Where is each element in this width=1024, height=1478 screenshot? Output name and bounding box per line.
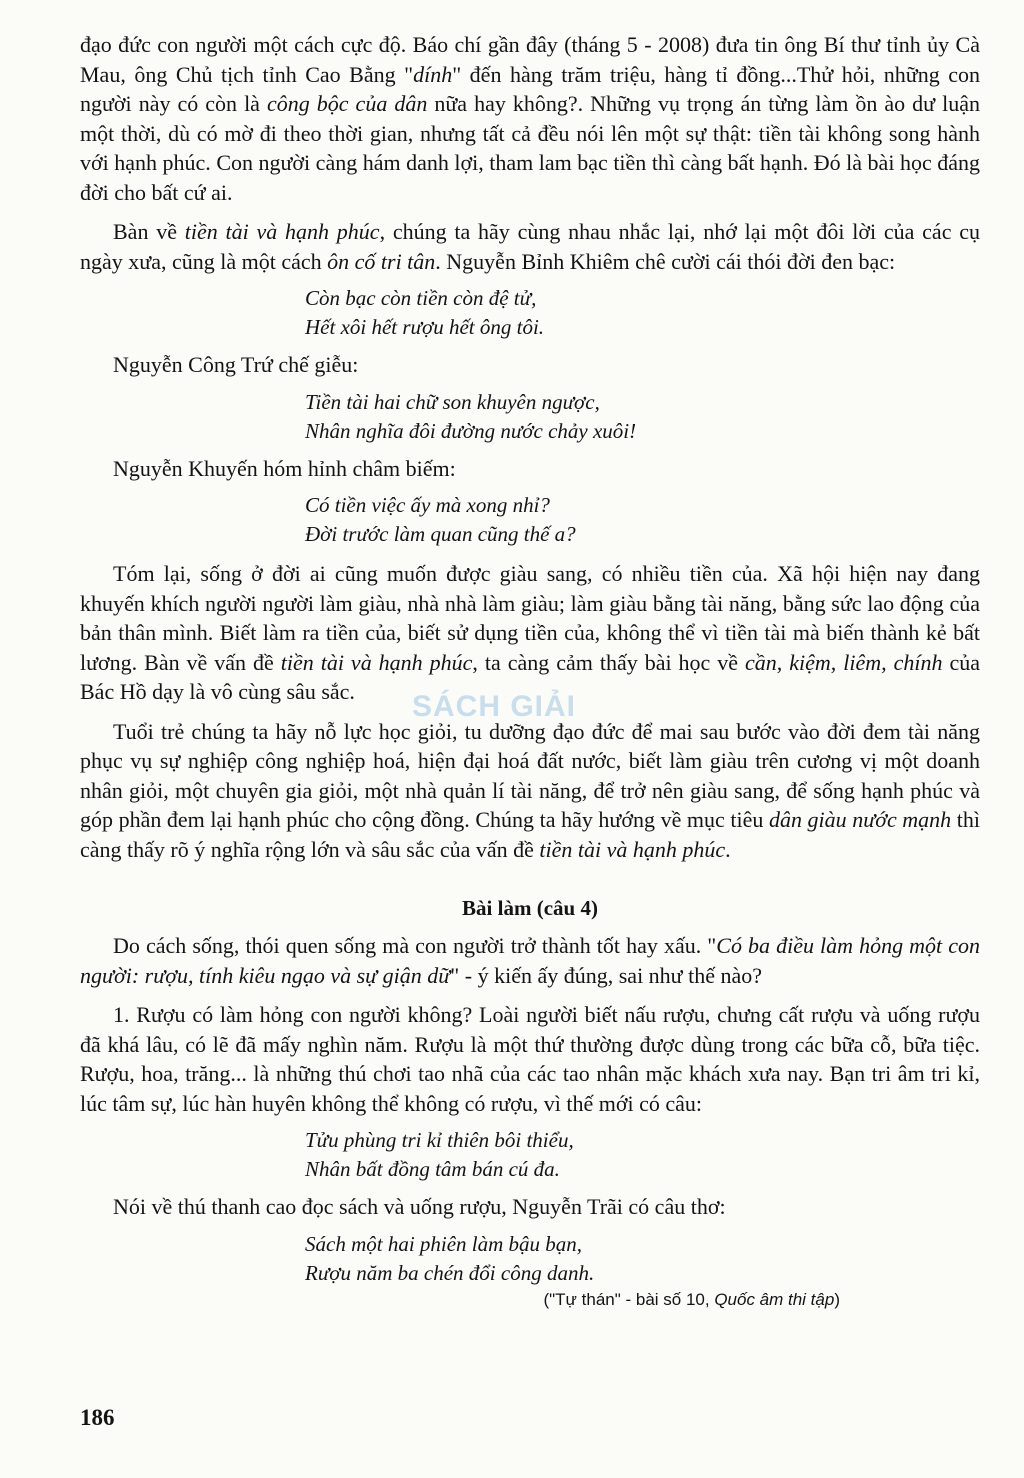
text-run: Do cách sống, thói quen sống mà con người trở thành tốt hay xấu. "	[113, 933, 717, 958]
watermark-logo: SÁCH GIẢI	[412, 690, 577, 723]
poem-intro: Nguyễn Công Trứ chế giễu:	[113, 352, 359, 377]
text-run: , chúng ta hãy cùng nhau nhắc lại, nhớ lại một đôi lời của các cụ ngày xưa, cũng là một cách	[80, 219, 980, 274]
text-run: Tóm lại, sống ở đời ai cũng muốn được giàu sang, có nhiều tiền của. Xã hội hiện nay đang khuyến khích người người làm giàu, nhà nhà làm giàu; làm giàu bằng tài năng, bằng sức lao động của bản thân mình. Biết làm ra tiền của, biết sử dụng tiền của, không thể vì tiền tài mà biến thành kẻ bất lương. Bàn về vấn đề	[80, 561, 980, 675]
poem-line: Nhân nghĩa đôi đường nước chảy xuôi!	[305, 418, 637, 443]
poem-line: Còn bạc còn tiền còn đệ tử,	[305, 286, 537, 310]
poem-intro: Nói về thú thanh cao đọc sách và uống rượu, Nguyễn Trãi có câu thơ:	[113, 1194, 726, 1219]
poem-han-viet	[305, 1126, 980, 1184]
poem-line: Tiền tài hai chữ son khuyên ngược,	[305, 389, 600, 414]
text-run: .	[725, 836, 731, 862]
poem-line: Tửu phùng tri kỉ thiên bôi thiểu,	[305, 1128, 574, 1152]
poem-nguyen-trai	[305, 1230, 980, 1288]
poem-line: Có tiền việc ấy mà xong nhỉ?	[305, 493, 550, 517]
poem-line: Sách một hai phiên làm bậu bạn,	[305, 1231, 583, 1256]
paragraph-3	[80, 559, 980, 707]
paragraph-5	[80, 931, 980, 990]
italic-run: dính	[413, 61, 453, 87]
section-heading: Bài làm (câu 4)	[462, 896, 598, 920]
italic-run: ôn cố tri tân	[327, 248, 436, 274]
italic-run: tiền tài và hạnh phúc	[280, 649, 473, 675]
poem-nguyen-khuyen	[305, 491, 980, 549]
poem-source-citation	[80, 1290, 980, 1310]
page-number: 186	[80, 1405, 115, 1430]
text-run: đạo đức con người một cách cực độ. Báo chí gần đây (tháng 5 - 2008) đưa tin ông Bí thư tỉnh ủy Cà Mau, ông Chủ tịch tỉnh Cao Bằng "	[80, 32, 980, 87]
paragraph-4	[80, 717, 980, 865]
poem-line: Rượu năm ba chén đổi công danh.	[305, 1260, 595, 1285]
paragraph-6: 1. Rượu có làm hỏng con người không? Loài người biết nấu rượu, chưng cất rượu và uống rượu đã khá lâu, có lẽ đã mấy nghìn năm. Rượu là một thứ thường được dùng trong các bữa cỗ, bữa tiệc. Rượu, hoa, trăng... là những thú chơi tao nhã của các tao nhân mặc khách xưa nay. Bạn tri âm tri kỉ, lúc tâm sự, lúc hàn huyên không thể không có rượu, vì thế mới có câu:	[80, 1002, 980, 1116]
italic-run: Có ba điều làm hỏng một con người: rượu, tính kiêu ngạo và sự giận dữ	[80, 933, 980, 988]
paragraph-1	[80, 30, 980, 207]
text-run: Bàn về	[113, 219, 185, 244]
poem-line: Nhân bất đồng tâm bán cú đa.	[305, 1157, 560, 1181]
italic-run: tiền tài và hạnh phúc	[539, 836, 726, 862]
italic-run: cần, kiệm, liêm, chính	[745, 649, 943, 675]
text-run: của Bác Hồ dạy là vô cùng sâu sắc.	[80, 649, 980, 704]
poem-line: Đời trước làm quan cũng thế a?	[305, 522, 576, 546]
text-run: )	[834, 1289, 840, 1309]
text-run: " đến hàng trăm triệu, hàng tỉ đồng...Thử hỏi, những con người này có còn là	[80, 61, 980, 116]
italic-run: công bộc của dân	[266, 91, 428, 116]
text-run: " - ý kiến ấy đúng, sai như thế nào?	[450, 962, 763, 988]
page-body	[80, 30, 980, 1310]
poem-nguyen-cong-tru	[305, 388, 980, 446]
poem-nguyen-binh-khiem	[305, 284, 980, 342]
text-run: nữa hay không?. Những vụ trọng án từng làm ồn ào dư luận một thời, dù có mờ đi theo thời gian, nhưng tất cả đều nói lên một sự thật: tiền tài không song hành với hạnh phúc. Con người càng hám danh lợi, tham lam bạc tiền thì càng bất hạnh. Đó là bài học đáng đời cho bất cứ ai.	[80, 91, 980, 205]
poem-line: Hết xôi hết rượu hết ông tôi.	[305, 315, 545, 339]
italic-run: tiền tài và hạnh phúc	[184, 219, 380, 244]
paragraph-2	[80, 217, 980, 276]
italic-run: dân giàu nước mạnh	[768, 807, 952, 832]
poem-intro: Nguyễn Khuyến hóm hỉnh châm biếm:	[113, 455, 456, 481]
text-run: ("Tự thán" - bài số 10,	[543, 1289, 715, 1309]
text-run: . Nguyễn Bỉnh Khiêm chê cười cái thói đời đen bạc:	[435, 248, 896, 274]
text-run: Tuổi trẻ chúng ta hãy nỗ lực học giỏi, tu dưỡng đạo đức để mai sau bước vào đời đem tài năng phục vụ sự nghiệp công nghiệp hoá, hiện đại hoá đất nước, biết làm giàu trên cương vị một doanh nhân giỏi, một chuyên gia giỏi, một nhà quản lí tài năng, để trở nên giàu sang, để sống hạnh phúc và góp phần đem lại hạnh phúc cho cộng đồng. Chúng ta hãy hướng về mục tiêu	[80, 718, 980, 832]
text-run: , ta càng cảm thấy bài học về	[472, 649, 746, 675]
italic-run: Quốc âm thi tập	[714, 1289, 835, 1309]
text-run: thì càng thấy rõ ý nghĩa rộng lớn và sâu sắc của vấn đề	[80, 807, 980, 862]
